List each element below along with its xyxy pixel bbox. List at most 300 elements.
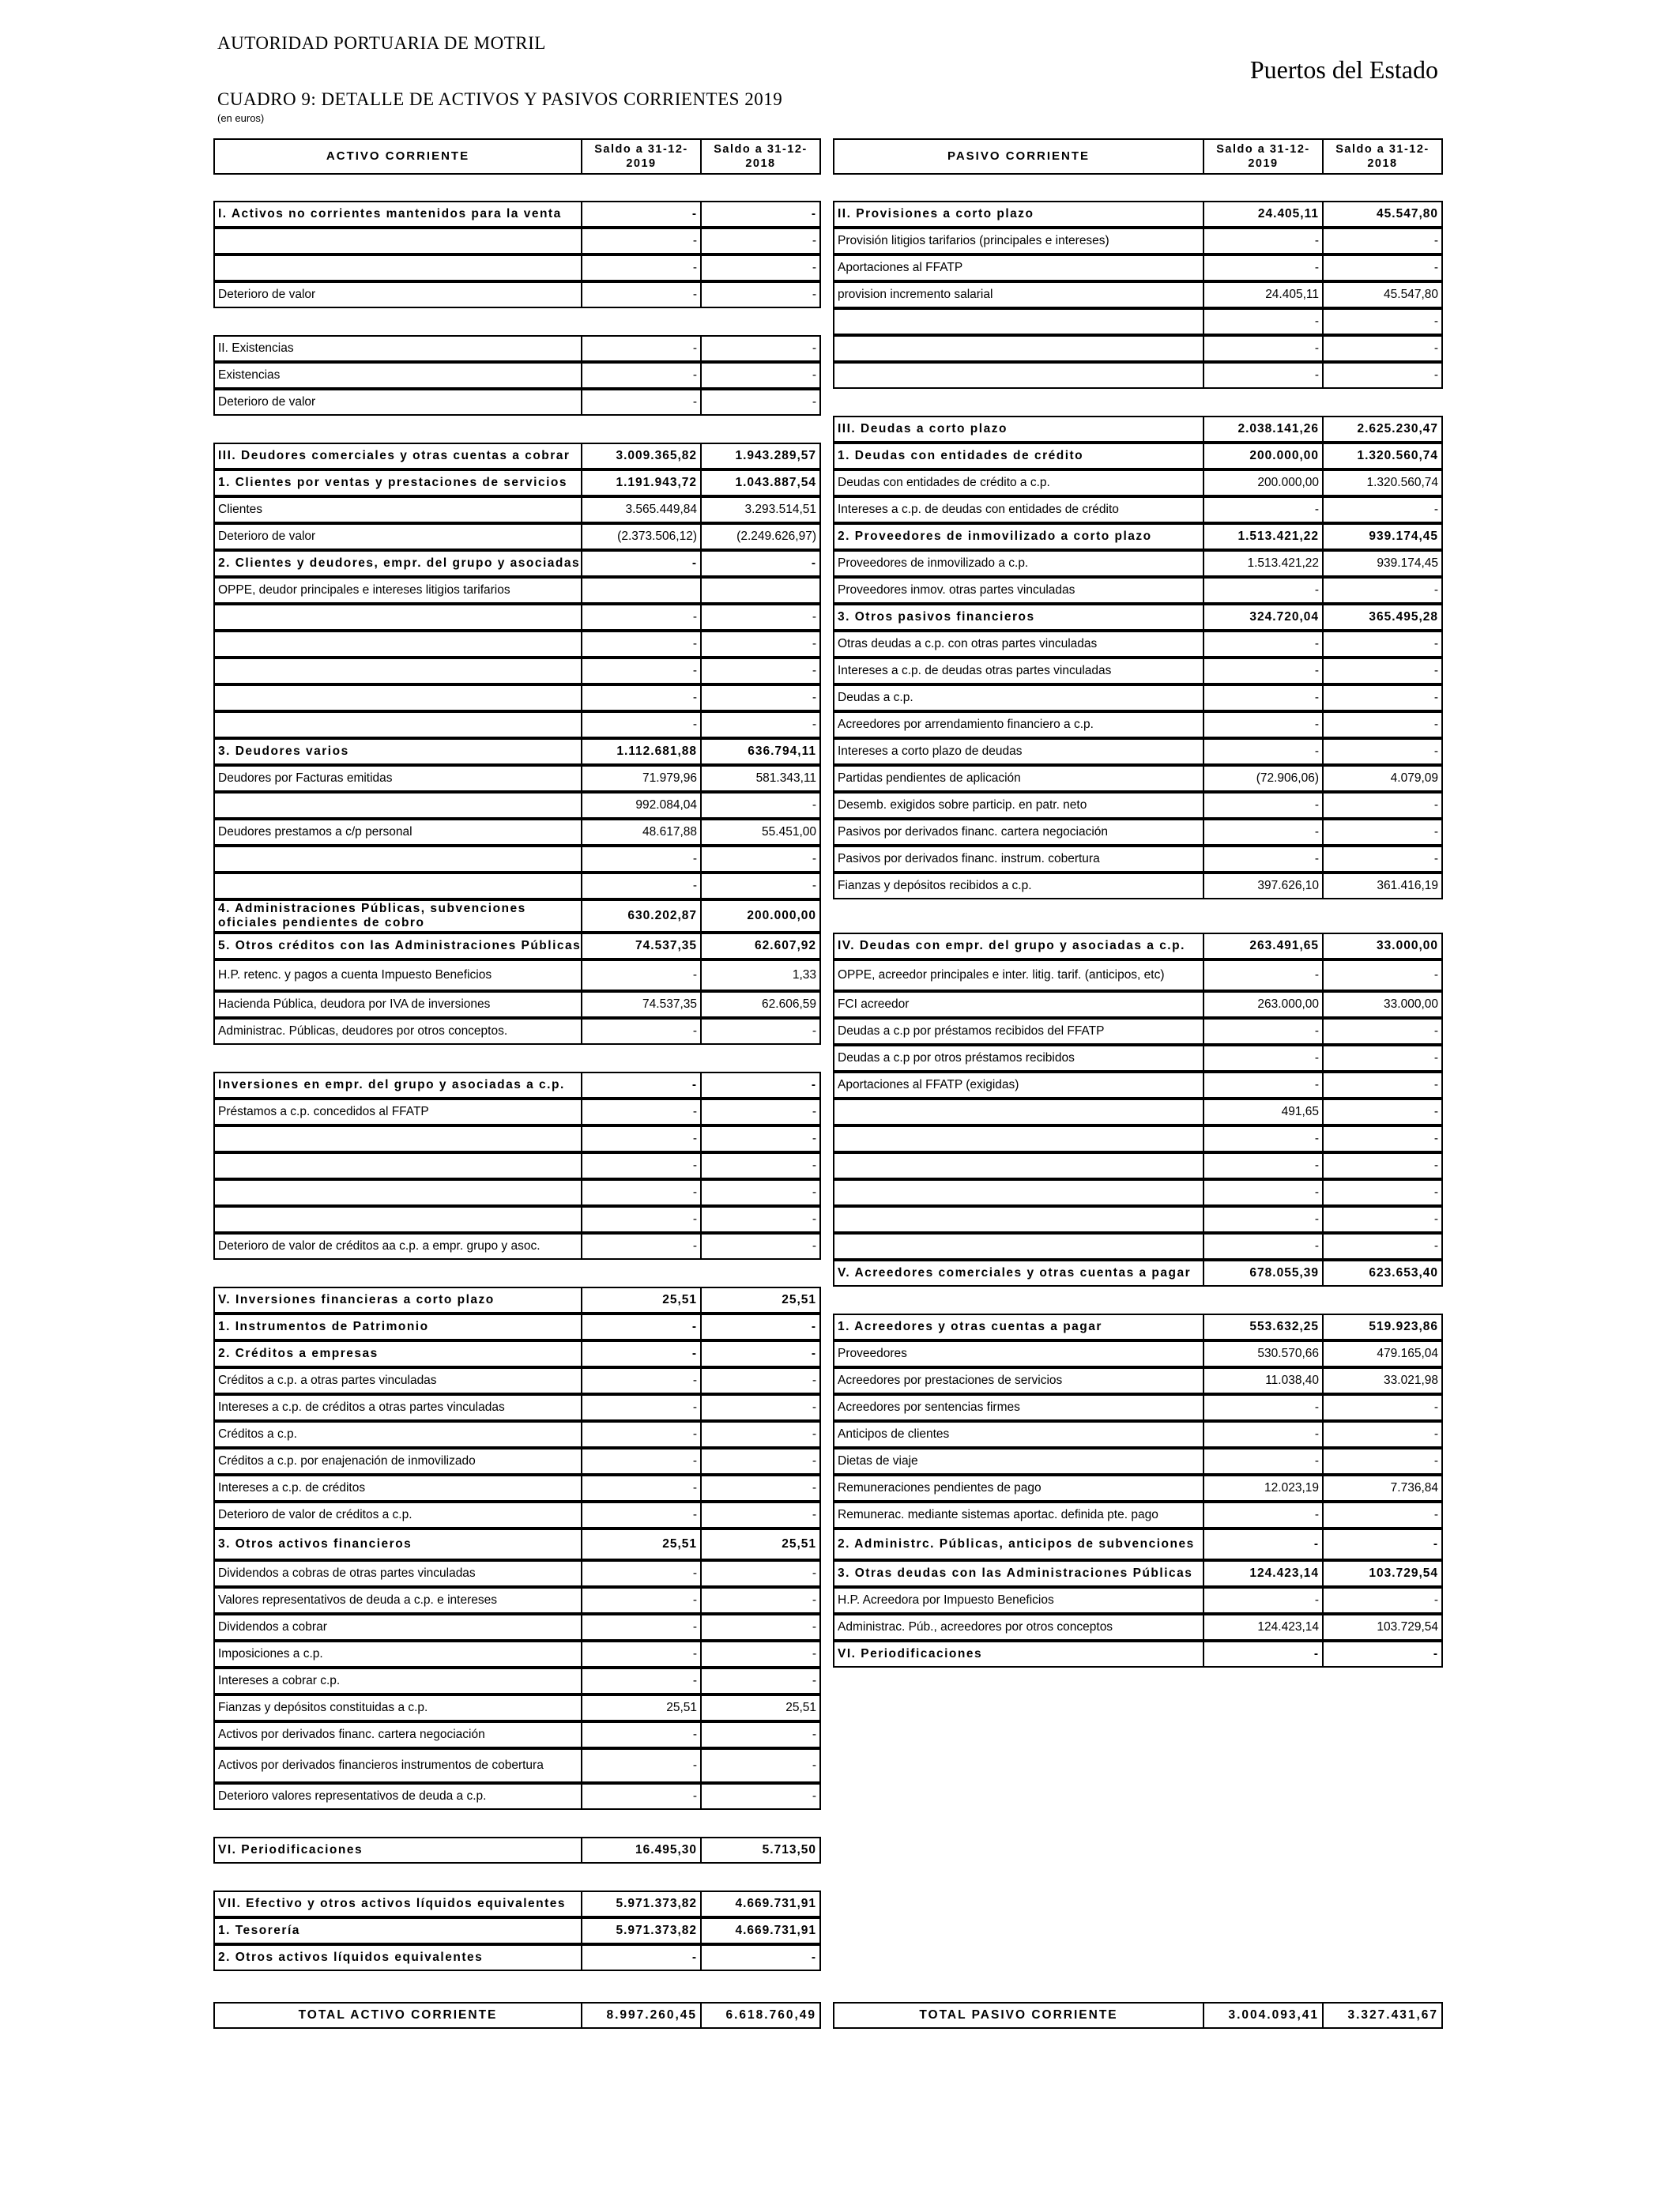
pasivo-saldo-2018-cell: - (1322, 738, 1443, 765)
pasivo-row-proveedores-de-inmovilizado-a-c-p (833, 550, 1441, 577)
activo-saldo-2018-header: Saldo a 31-12-2018 (700, 138, 821, 175)
activo-saldo-2019-cell: - (581, 1018, 702, 1045)
activo-row-deudores-por-facturas-emitidas (213, 765, 819, 792)
activo-saldo-2019-cell: - (581, 1340, 702, 1367)
pasivo-concept-cell: VI. Periodificaciones (833, 1641, 1204, 1668)
activo-concept-cell: VI. Periodificaciones (213, 1837, 582, 1864)
activo-saldo-2018-cell: - (700, 389, 821, 416)
activo-concept-cell: Intereses a c.p. de créditos (213, 1475, 582, 1502)
pasivo-concept-cell: 2. Proveedores de inmovilizado a corto plazo (833, 523, 1204, 550)
pasivo-saldo-2019-cell: - (1203, 1587, 1324, 1614)
pasivo-row-remunerac-mediante-sistemas-aportac-defi (833, 1502, 1441, 1529)
pasivo-saldo-2018-cell: 7.736,84 (1322, 1475, 1443, 1502)
pasivo-concept-cell: 3. Otros pasivos financieros (833, 604, 1204, 631)
activo-row-5-otros-creditos-con-las-administracione (213, 933, 819, 959)
activo-row-imposiciones-a-c-p (213, 1641, 819, 1668)
pasivo-concept-cell: II. Provisiones a corto plazo (833, 201, 1204, 228)
activo-saldo-2019-cell: 5.971.373,82 (581, 1891, 702, 1917)
activo-saldo-2019-cell: - (581, 201, 702, 228)
activo-saldo-2019-cell: - (581, 1367, 702, 1394)
pasivo-row-blank (833, 308, 1441, 335)
pasivo-saldo-2019-cell: - (1203, 819, 1324, 846)
activo-saldo-2018-cell: - (700, 1394, 821, 1421)
pasivo-saldo-2019-cell: - (1203, 496, 1324, 523)
activo-concept-cell: Créditos a c.p. a otras partes vinculadas (213, 1367, 582, 1394)
pasivo-saldo-2018-cell: - (1322, 1587, 1443, 1614)
pasivo-row-fianzas-y-depositos-recibidos-a-c-p (833, 873, 1441, 899)
activo-saldo-2019-cell: - (581, 1448, 702, 1475)
activo-row-deterioro-valores-representativos-de-deu (213, 1783, 819, 1810)
pasivo-concept-cell: Provisión litigios tarifarios (principales e intereses) (833, 228, 1204, 254)
activo-row-3-deudores-varios (213, 738, 819, 765)
pasivo-saldo-2018-cell: 939.174,45 (1322, 523, 1443, 550)
pasivo-saldo-2019-cell: - (1203, 1125, 1324, 1152)
pasivo-concept-cell: Otras deudas a c.p. con otras partes vinculadas (833, 631, 1204, 658)
activo-row-prestamos-a-c-p-concedidos-al-ffatp (213, 1099, 819, 1125)
activo-saldo-2019-cell: - (581, 1721, 702, 1748)
activo-saldo-2019-cell: 1.112.681,88 (581, 738, 702, 765)
pasivo-concept-cell: OPPE, acreedor principales e inter. litig. tarif. (anticipos, etc) (833, 959, 1204, 991)
pasivo-concept-cell: Partidas pendientes de aplicación (833, 765, 1204, 792)
pasivo-saldo-2018-cell: 623.653,40 (1322, 1260, 1443, 1287)
pasivo-saldo-2018-cell: - (1322, 658, 1443, 684)
pasivo-concept-cell: III. Deudas a corto plazo (833, 416, 1204, 443)
pasivo-saldo-2018-cell: 479.165,04 (1322, 1340, 1443, 1367)
activo-concept-cell (213, 684, 582, 711)
activo-saldo-2019-cell: 74.537,35 (581, 933, 702, 959)
pasivo-saldo-2019-cell: - (1203, 335, 1324, 362)
activo-row-creditos-a-c-p-por-enajenacion-de-inmovi (213, 1448, 819, 1475)
pasivo-saldo-2019-cell: 24.405,11 (1203, 201, 1324, 228)
pasivo-saldo-2019-cell: 324.720,04 (1203, 604, 1324, 631)
pasivo-row-deudas-a-c-p (833, 684, 1441, 711)
activo-saldo-2018-cell: - (700, 1668, 821, 1695)
pasivo-saldo-2018-cell: - (1322, 362, 1443, 389)
activo-saldo-2018-cell: - (700, 631, 821, 658)
activo-row-blank (213, 873, 819, 899)
activo-saldo-2019-cell: 25,51 (581, 1695, 702, 1721)
pasivo-saldo-2018-cell: 33.021,98 (1322, 1367, 1443, 1394)
pasivo-saldo-2019-cell: - (1203, 1529, 1324, 1560)
pasivo-concept-cell: V. Acreedores comerciales y otras cuentas a pagar (833, 1260, 1204, 1287)
activo-saldo-2019-cell: - (581, 1152, 702, 1179)
activo-saldo-2019-cell: - (581, 254, 702, 281)
activo-concept-cell: III. Deudores comerciales y otras cuentas a cobrar (213, 443, 582, 469)
activo-saldo-2019-cell: 74.537,35 (581, 991, 702, 1018)
pasivo-saldo-2019-cell: - (1203, 1072, 1324, 1099)
pasivo-row-1-deudas-con-entidades-de-credito (833, 443, 1441, 469)
activo-saldo-2018-cell: - (700, 1448, 821, 1475)
pasivo-saldo-2019-cell: - (1203, 1421, 1324, 1448)
pasivo-concept-cell: Proveedores (833, 1340, 1204, 1367)
activo-saldo-2018-cell: - (700, 1721, 821, 1748)
pasivo-saldo-2018-cell: - (1322, 1179, 1443, 1206)
activo-saldo-2019-cell: - (581, 1587, 702, 1614)
activo-row-i-activos-no-corrientes-mantenidos-para- (213, 201, 819, 228)
pasivo-saldo-2019-cell: - (1203, 1641, 1324, 1668)
pasivo-saldo-2018-cell: 33.000,00 (1322, 991, 1443, 1018)
activo-row-deterioro-de-valor-de-creditos-a-c-p (213, 1502, 819, 1529)
activo-row-blank (213, 228, 819, 254)
activo-saldo-2019-cell: - (581, 1560, 702, 1587)
activo-concept-cell (213, 254, 582, 281)
pasivo-concept-cell: H.P. Acreedora por Impuesto Beneficios (833, 1587, 1204, 1614)
pasivo-row-3-otros-pasivos-financieros (833, 604, 1441, 631)
pasivo-saldo-2018-cell: 45.547,80 (1322, 201, 1443, 228)
activo-saldo-2018-cell: 4.669.731,91 (700, 1891, 821, 1917)
pasivo-saldo-2019-cell: - (1203, 959, 1324, 991)
pasivo-row-fci-acreedor (833, 991, 1441, 1018)
pasivo-concept-cell: 1. Acreedores y otras cuentas a pagar (833, 1314, 1204, 1340)
activo-saldo-2019-cell: 3.565.449,84 (581, 496, 702, 523)
activo-saldo-2018-cell: - (700, 1340, 821, 1367)
pasivo-row-2-administrc-publicas-anticipos-de-subve (833, 1529, 1441, 1560)
pasivo-row-blank (833, 362, 1441, 389)
pasivo-row-otras-deudas-a-c-p-con-otras-partes-vinc (833, 631, 1441, 658)
activo-saldo-2018-cell: 25,51 (700, 1287, 821, 1314)
pasivo-concept-cell (833, 308, 1204, 335)
activo-saldo-2018-cell: 636.794,11 (700, 738, 821, 765)
pasivo-saldo-2019-cell: - (1203, 792, 1324, 819)
pasivo-saldo-2018-cell: - (1322, 228, 1443, 254)
activo-concept-cell: Deudores por Facturas emitidas (213, 765, 582, 792)
activo-row-blank (213, 1179, 819, 1206)
pasivo-concept-cell: FCI acreedor (833, 991, 1204, 1018)
pasivo-saldo-2019-cell: - (1203, 684, 1324, 711)
activo-saldo-2019-cell: - (581, 1125, 702, 1152)
activo-row-iii-deudores-comerciales-y-otras-cuentas (213, 443, 819, 469)
activo-row-blank (213, 684, 819, 711)
pasivo-concept-cell: Acreedores por sentencias firmes (833, 1394, 1204, 1421)
activo-concept-cell (213, 1152, 582, 1179)
activo-saldo-2019-cell (581, 577, 702, 604)
activo-saldo-2018-cell: - (700, 604, 821, 631)
activo-concept-cell (213, 631, 582, 658)
pasivo-saldo-2019-header: Saldo a 31-12-2019 (1203, 138, 1324, 175)
pasivo-row-remuneraciones-pendientes-de-pago (833, 1475, 1441, 1502)
pasivo-concept-cell: Desemb. exigidos sobre particip. en patr. neto (833, 792, 1204, 819)
pasivo-saldo-2019-cell: 124.423,14 (1203, 1614, 1324, 1641)
activo-row-2-otros-activos-liquidos-equivalentes (213, 1944, 819, 1971)
pasivo-concept-cell (833, 1099, 1204, 1125)
pasivo-header-row (833, 138, 1441, 175)
pasivo-concept-cell: provision incremento salarial (833, 281, 1204, 308)
activo-row-dividendos-a-cobrar (213, 1614, 819, 1641)
activo-row-intereses-a-cobrar-c-p (213, 1668, 819, 1695)
activo-saldo-2019-cell: - (581, 1748, 702, 1783)
pasivo-saldo-2018-cell: - (1322, 819, 1443, 846)
pasivo-row-aportaciones-al-ffatp (833, 254, 1441, 281)
activo-concept-cell: Deterioro valores representativos de deuda a c.p. (213, 1783, 582, 1810)
pasivo-row-intereses-a-corto-plazo-de-deudas (833, 738, 1441, 765)
pasivo-saldo-2019-cell: - (1203, 308, 1324, 335)
pasivo-concept-cell: Administrac. Púb., acreedores por otros conceptos (833, 1614, 1204, 1641)
activo-saldo-2019-cell: 5.971.373,82 (581, 1917, 702, 1944)
activo-saldo-2019-cell: - (581, 846, 702, 873)
activo-concept-cell: Dividendos a cobrar (213, 1614, 582, 1641)
activo-row-deterioro-de-valor (213, 281, 819, 308)
activo-concept-cell (213, 228, 582, 254)
pasivo-saldo-2019-cell: 11.038,40 (1203, 1367, 1324, 1394)
pasivo-saldo-2019-cell: - (1203, 1179, 1324, 1206)
pasivo-row-proveedores (833, 1340, 1441, 1367)
activo-saldo-2019-cell: - (581, 389, 702, 416)
pasivo-concept-cell: Acreedores por prestaciones de servicios (833, 1367, 1204, 1394)
activo-saldo-2019-cell: - (581, 335, 702, 362)
pasivo-row-blank (833, 1099, 1441, 1125)
pasivo-saldo-2018-cell: - (1322, 959, 1443, 991)
activo-saldo-2019-cell: - (581, 684, 702, 711)
total-activo-2018: 6.618.760,49 (700, 2002, 821, 2029)
activo-concept-cell: 2. Créditos a empresas (213, 1340, 582, 1367)
activo-saldo-2019-cell: - (581, 1668, 702, 1695)
pasivo-concept-cell: Aportaciones al FFATP (exigidas) (833, 1072, 1204, 1099)
pasivo-row-3-otras-deudas-con-las-administraciones- (833, 1560, 1441, 1587)
activo-row-blank (213, 254, 819, 281)
activo-row-blank (213, 658, 819, 684)
pasivo-concept-cell (833, 1152, 1204, 1179)
activo-saldo-2018-cell: 200.000,00 (700, 899, 821, 933)
activo-concept-cell: OPPE, deudor principales e intereses litigios tarifarios (213, 577, 582, 604)
total-pasivo-2019: 3.004.093,41 (1203, 2002, 1324, 2029)
activo-saldo-2018-cell (700, 577, 821, 604)
activo-saldo-2019-cell: - (581, 604, 702, 631)
activo-saldo-2018-cell: - (700, 1641, 821, 1668)
pasivo-row-acreedores-por-prestaciones-de-servicios (833, 1367, 1441, 1394)
pasivo-row-anticipos-de-clientes (833, 1421, 1441, 1448)
pasivo-concept-cell: Remunerac. mediante sistemas aportac. definida pte. pago (833, 1502, 1204, 1529)
pasivo-saldo-2019-cell: 263.491,65 (1203, 933, 1324, 959)
activo-saldo-2018-cell: - (700, 201, 821, 228)
activo-concept-cell: Dividendos a cobras de otras partes vinculadas (213, 1560, 582, 1587)
activo-saldo-2018-cell: - (700, 1783, 821, 1810)
pasivo-concept-cell (833, 1206, 1204, 1233)
pasivo-saldo-2019-cell: 200.000,00 (1203, 443, 1324, 469)
activo-concept-cell: 3. Otros activos financieros (213, 1529, 582, 1560)
pasivo-saldo-2019-cell: 1.513.421,22 (1203, 550, 1324, 577)
activo-concept-cell: 5. Otros créditos con las Administraciones Públicas (213, 933, 582, 959)
activo-row-oppe-deudor-principales-e-intereses-liti (213, 577, 819, 604)
pasivo-row-1-acreedores-y-otras-cuentas-a-pagar (833, 1314, 1441, 1340)
pasivo-saldo-2018-cell: 33.000,00 (1322, 933, 1443, 959)
pasivo-row-intereses-a-c-p-de-deudas-otras-partes-v (833, 658, 1441, 684)
pasivo-concept-cell: Deudas a c.p por otros préstamos recibidos (833, 1045, 1204, 1072)
pasivo-row-blank (833, 1152, 1441, 1179)
pasivo-saldo-2019-cell: - (1203, 254, 1324, 281)
activo-row-deudores-prestamos-a-c-p-personal (213, 819, 819, 846)
pasivo-saldo-2018-cell: - (1322, 1233, 1443, 1260)
activo-concept-cell: Intereses a c.p. de créditos a otras partes vinculadas (213, 1394, 582, 1421)
pasivo-saldo-2019-cell: (72.906,06) (1203, 765, 1324, 792)
activo-saldo-2019-cell: - (581, 959, 702, 991)
pasivo-saldo-2018-cell: - (1322, 1152, 1443, 1179)
pasivo-row-v-acreedores-comerciales-y-otras-cuentas (833, 1260, 1441, 1287)
pasivo-concept-cell: Aportaciones al FFATP (833, 254, 1204, 281)
activo-saldo-2019-cell: 48.617,88 (581, 819, 702, 846)
activo-concept-cell: Créditos a c.p. por enajenación de inmovilizado (213, 1448, 582, 1475)
activo-concept-cell: I. Activos no corrientes mantenidos para la venta (213, 201, 582, 228)
pasivo-concept-cell: Intereses a c.p. de deudas con entidades de crédito (833, 496, 1204, 523)
pasivo-concept-cell: Intereses a corto plazo de deudas (833, 738, 1204, 765)
pasivo-saldo-2018-cell: - (1322, 1125, 1443, 1152)
activo-concept-cell: 3. Deudores varios (213, 738, 582, 765)
pasivo-saldo-2018-cell: - (1322, 1502, 1443, 1529)
activo-concept-cell: Valores representativos de deuda a c.p. e intereses (213, 1587, 582, 1614)
pasivo-saldo-2018-cell: 361.416,19 (1322, 873, 1443, 899)
activo-saldo-2019-cell: - (581, 1783, 702, 1810)
pasivo-saldo-2018-cell: 2.625.230,47 (1322, 416, 1443, 443)
activo-row-creditos-a-c-p-a-otras-partes-vinculadas (213, 1367, 819, 1394)
activo-saldo-2018-cell: (2.249.626,97) (700, 523, 821, 550)
activo-row-v-inversiones-financieras-a-corto-plazo (213, 1287, 819, 1314)
activo-concept-cell: Administrac. Públicas, deudores por otros conceptos. (213, 1018, 582, 1045)
activo-concept-cell: V. Inversiones financieras a corto plazo (213, 1287, 582, 1314)
pasivo-row-deudas-a-c-p-por-prestamos-recibidos-del (833, 1018, 1441, 1045)
activo-saldo-2019-cell: - (581, 1099, 702, 1125)
activo-saldo-2018-cell: 1.043.887,54 (700, 469, 821, 496)
activo-row-inversiones-en-empr-del-grupo-y-asociada (213, 1072, 819, 1099)
pasivo-concept-cell: Fianzas y depósitos recibidos a c.p. (833, 873, 1204, 899)
activo-row-blank (213, 792, 819, 819)
activo-saldo-2018-cell: - (700, 1072, 821, 1099)
unit-note: (en euros) (217, 112, 265, 124)
activo-row-activos-por-derivados-financieros-instru (213, 1748, 819, 1783)
total-activo-label: TOTAL ACTIVO CORRIENTE (213, 2002, 582, 2029)
activo-concept-cell: 2. Clientes y deudores, empr. del grupo y asociadas (213, 550, 582, 577)
pasivo-saldo-2019-cell: - (1203, 631, 1324, 658)
activo-saldo-2018-cell: - (700, 1018, 821, 1045)
pasivo-saldo-2019-cell: 124.423,14 (1203, 1560, 1324, 1587)
pasivo-row-proveedores-inmov-otras-partes-vinculada (833, 577, 1441, 604)
pasivo-row-ii-provisiones-a-corto-plazo (833, 201, 1441, 228)
activo-saldo-2018-cell: - (700, 711, 821, 738)
activo-header-row (213, 138, 819, 175)
total-pasivo-label: TOTAL PASIVO CORRIENTE (833, 2002, 1204, 2029)
pasivo-saldo-2018-cell: - (1322, 308, 1443, 335)
pasivo-saldo-2019-cell: 200.000,00 (1203, 469, 1324, 496)
pasivo-row-partidas-pendientes-de-aplicacion (833, 765, 1441, 792)
pasivo-concept-cell: Pasivos por derivados financ. cartera negociación (833, 819, 1204, 846)
pasivo-saldo-2019-cell: - (1203, 738, 1324, 765)
pasivo-concept-cell (833, 1125, 1204, 1152)
pasivo-saldo-2018-cell: - (1322, 335, 1443, 362)
activo-saldo-2018-cell: 1,33 (700, 959, 821, 991)
activo-concept-cell (213, 846, 582, 873)
pasivo-concept-cell: Intereses a c.p. de deudas otras partes vinculadas (833, 658, 1204, 684)
activo-saldo-2019-cell: 1.191.943,72 (581, 469, 702, 496)
pasivo-saldo-2019-cell: 263.000,00 (1203, 991, 1324, 1018)
pasivo-header: PASIVO CORRIENTE (833, 138, 1204, 175)
pasivo-concept-cell: Deudas a c.p. (833, 684, 1204, 711)
activo-concept-cell: 1. Instrumentos de Patrimonio (213, 1314, 582, 1340)
activo-saldo-2018-cell: - (700, 550, 821, 577)
pasivo-saldo-2018-cell: 103.729,54 (1322, 1560, 1443, 1587)
pasivo-saldo-2018-cell: - (1322, 1072, 1443, 1099)
pasivo-row-pasivos-por-derivados-financ-cartera-neg (833, 819, 1441, 846)
activo-concept-cell (213, 604, 582, 631)
pasivo-row-administrac-pub-acreedores-por-otros-con (833, 1614, 1441, 1641)
pasivo-saldo-2019-cell: - (1203, 1502, 1324, 1529)
pasivo-concept-cell: Pasivos por derivados financ. instrum. cobertura (833, 846, 1204, 873)
activo-saldo-2019-cell: - (581, 1072, 702, 1099)
pasivo-saldo-2019-cell: - (1203, 362, 1324, 389)
activo-row-blank (213, 631, 819, 658)
activo-saldo-2018-cell: - (700, 281, 821, 308)
pasivo-row-h-p-acreedora-por-impuesto-beneficios (833, 1587, 1441, 1614)
pasivo-row-deudas-con-entidades-de-credito-a-c-p (833, 469, 1441, 496)
activo-row-deterioro-de-valor (213, 389, 819, 416)
activo-saldo-2018-cell: - (700, 1587, 821, 1614)
activo-concept-cell (213, 1206, 582, 1233)
activo-saldo-2019-cell: - (581, 281, 702, 308)
pasivo-row-blank (833, 335, 1441, 362)
activo-saldo-2019-cell: - (581, 873, 702, 899)
activo-row-2-clientes-y-deudores-empr-del-grupo-y-a (213, 550, 819, 577)
activo-concept-cell (213, 1125, 582, 1152)
activo-concept-cell (213, 711, 582, 738)
activo-saldo-2019-cell: - (581, 1944, 702, 1971)
activo-saldo-2018-cell: - (700, 1099, 821, 1125)
activo-saldo-2018-cell: - (700, 658, 821, 684)
activo-saldo-2019-cell: - (581, 1233, 702, 1260)
activo-row-deterioro-de-valor-de-creditos-aa-c-p-a- (213, 1233, 819, 1260)
activo-saldo-2019-cell: - (581, 658, 702, 684)
pasivo-row-iii-deudas-a-corto-plazo (833, 416, 1441, 443)
activo-saldo-2019-cell: - (581, 1206, 702, 1233)
activo-concept-cell (213, 792, 582, 819)
pasivo-saldo-2019-cell: 1.513.421,22 (1203, 523, 1324, 550)
pasivo-row-provision-litigios-tarifarios-principale (833, 228, 1441, 254)
pasivo-saldo-2018-cell: 365.495,28 (1322, 604, 1443, 631)
pasivo-saldo-2018-cell: 103.729,54 (1322, 1614, 1443, 1641)
pasivo-saldo-2019-cell: - (1203, 1045, 1324, 1072)
activo-saldo-2019-header: Saldo a 31-12-2019 (581, 138, 702, 175)
pasivo-row-iv-deudas-con-empr-del-grupo-y-asociadas (833, 933, 1441, 959)
activo-saldo-2018-cell: 25,51 (700, 1695, 821, 1721)
pasivo-saldo-2019-cell: 530.570,66 (1203, 1340, 1324, 1367)
activo-concept-cell: Créditos a c.p. (213, 1421, 582, 1448)
activo-row-blank (213, 846, 819, 873)
pasivo-row-acreedores-por-sentencias-firmes (833, 1394, 1441, 1421)
pasivo-saldo-2019-cell: 678.055,39 (1203, 1260, 1324, 1287)
activo-row-deterioro-de-valor (213, 523, 819, 550)
total-activo-row (213, 2002, 819, 2029)
pasivo-concept-cell: Acreedores por arrendamiento financiero a c.p. (833, 711, 1204, 738)
activo-saldo-2018-cell: - (700, 254, 821, 281)
pasivo-saldo-2019-cell: - (1203, 1233, 1324, 1260)
activo-concept-cell: Existencias (213, 362, 582, 389)
activo-saldo-2018-cell: - (700, 792, 821, 819)
activo-row-blank (213, 711, 819, 738)
activo-saldo-2018-cell: 4.669.731,91 (700, 1917, 821, 1944)
pasivo-saldo-2018-cell: - (1322, 631, 1443, 658)
pasivo-saldo-2018-cell: - (1322, 496, 1443, 523)
activo-row-hacienda-publica-deudora-por-iva-de-inve (213, 991, 819, 1018)
pasivo-concept-cell (833, 335, 1204, 362)
activo-saldo-2018-cell: - (700, 1944, 821, 1971)
activo-row-fianzas-y-depositos-constituidas-a-c-p (213, 1695, 819, 1721)
pasivo-concept-cell: Dietas de viaje (833, 1448, 1204, 1475)
activo-saldo-2018-cell: 581.343,11 (700, 765, 821, 792)
activo-concept-cell: Intereses a cobrar c.p. (213, 1668, 582, 1695)
activo-saldo-2018-cell: - (700, 1314, 821, 1340)
pasivo-saldo-2018-cell: - (1322, 1529, 1443, 1560)
activo-saldo-2019-cell: 630.202,87 (581, 899, 702, 933)
activo-concept-cell: Activos por derivados financ. cartera negociación (213, 1721, 582, 1748)
pasivo-row-dietas-de-viaje (833, 1448, 1441, 1475)
activo-saldo-2018-cell: 25,51 (700, 1529, 821, 1560)
activo-saldo-2018-cell: - (700, 1614, 821, 1641)
